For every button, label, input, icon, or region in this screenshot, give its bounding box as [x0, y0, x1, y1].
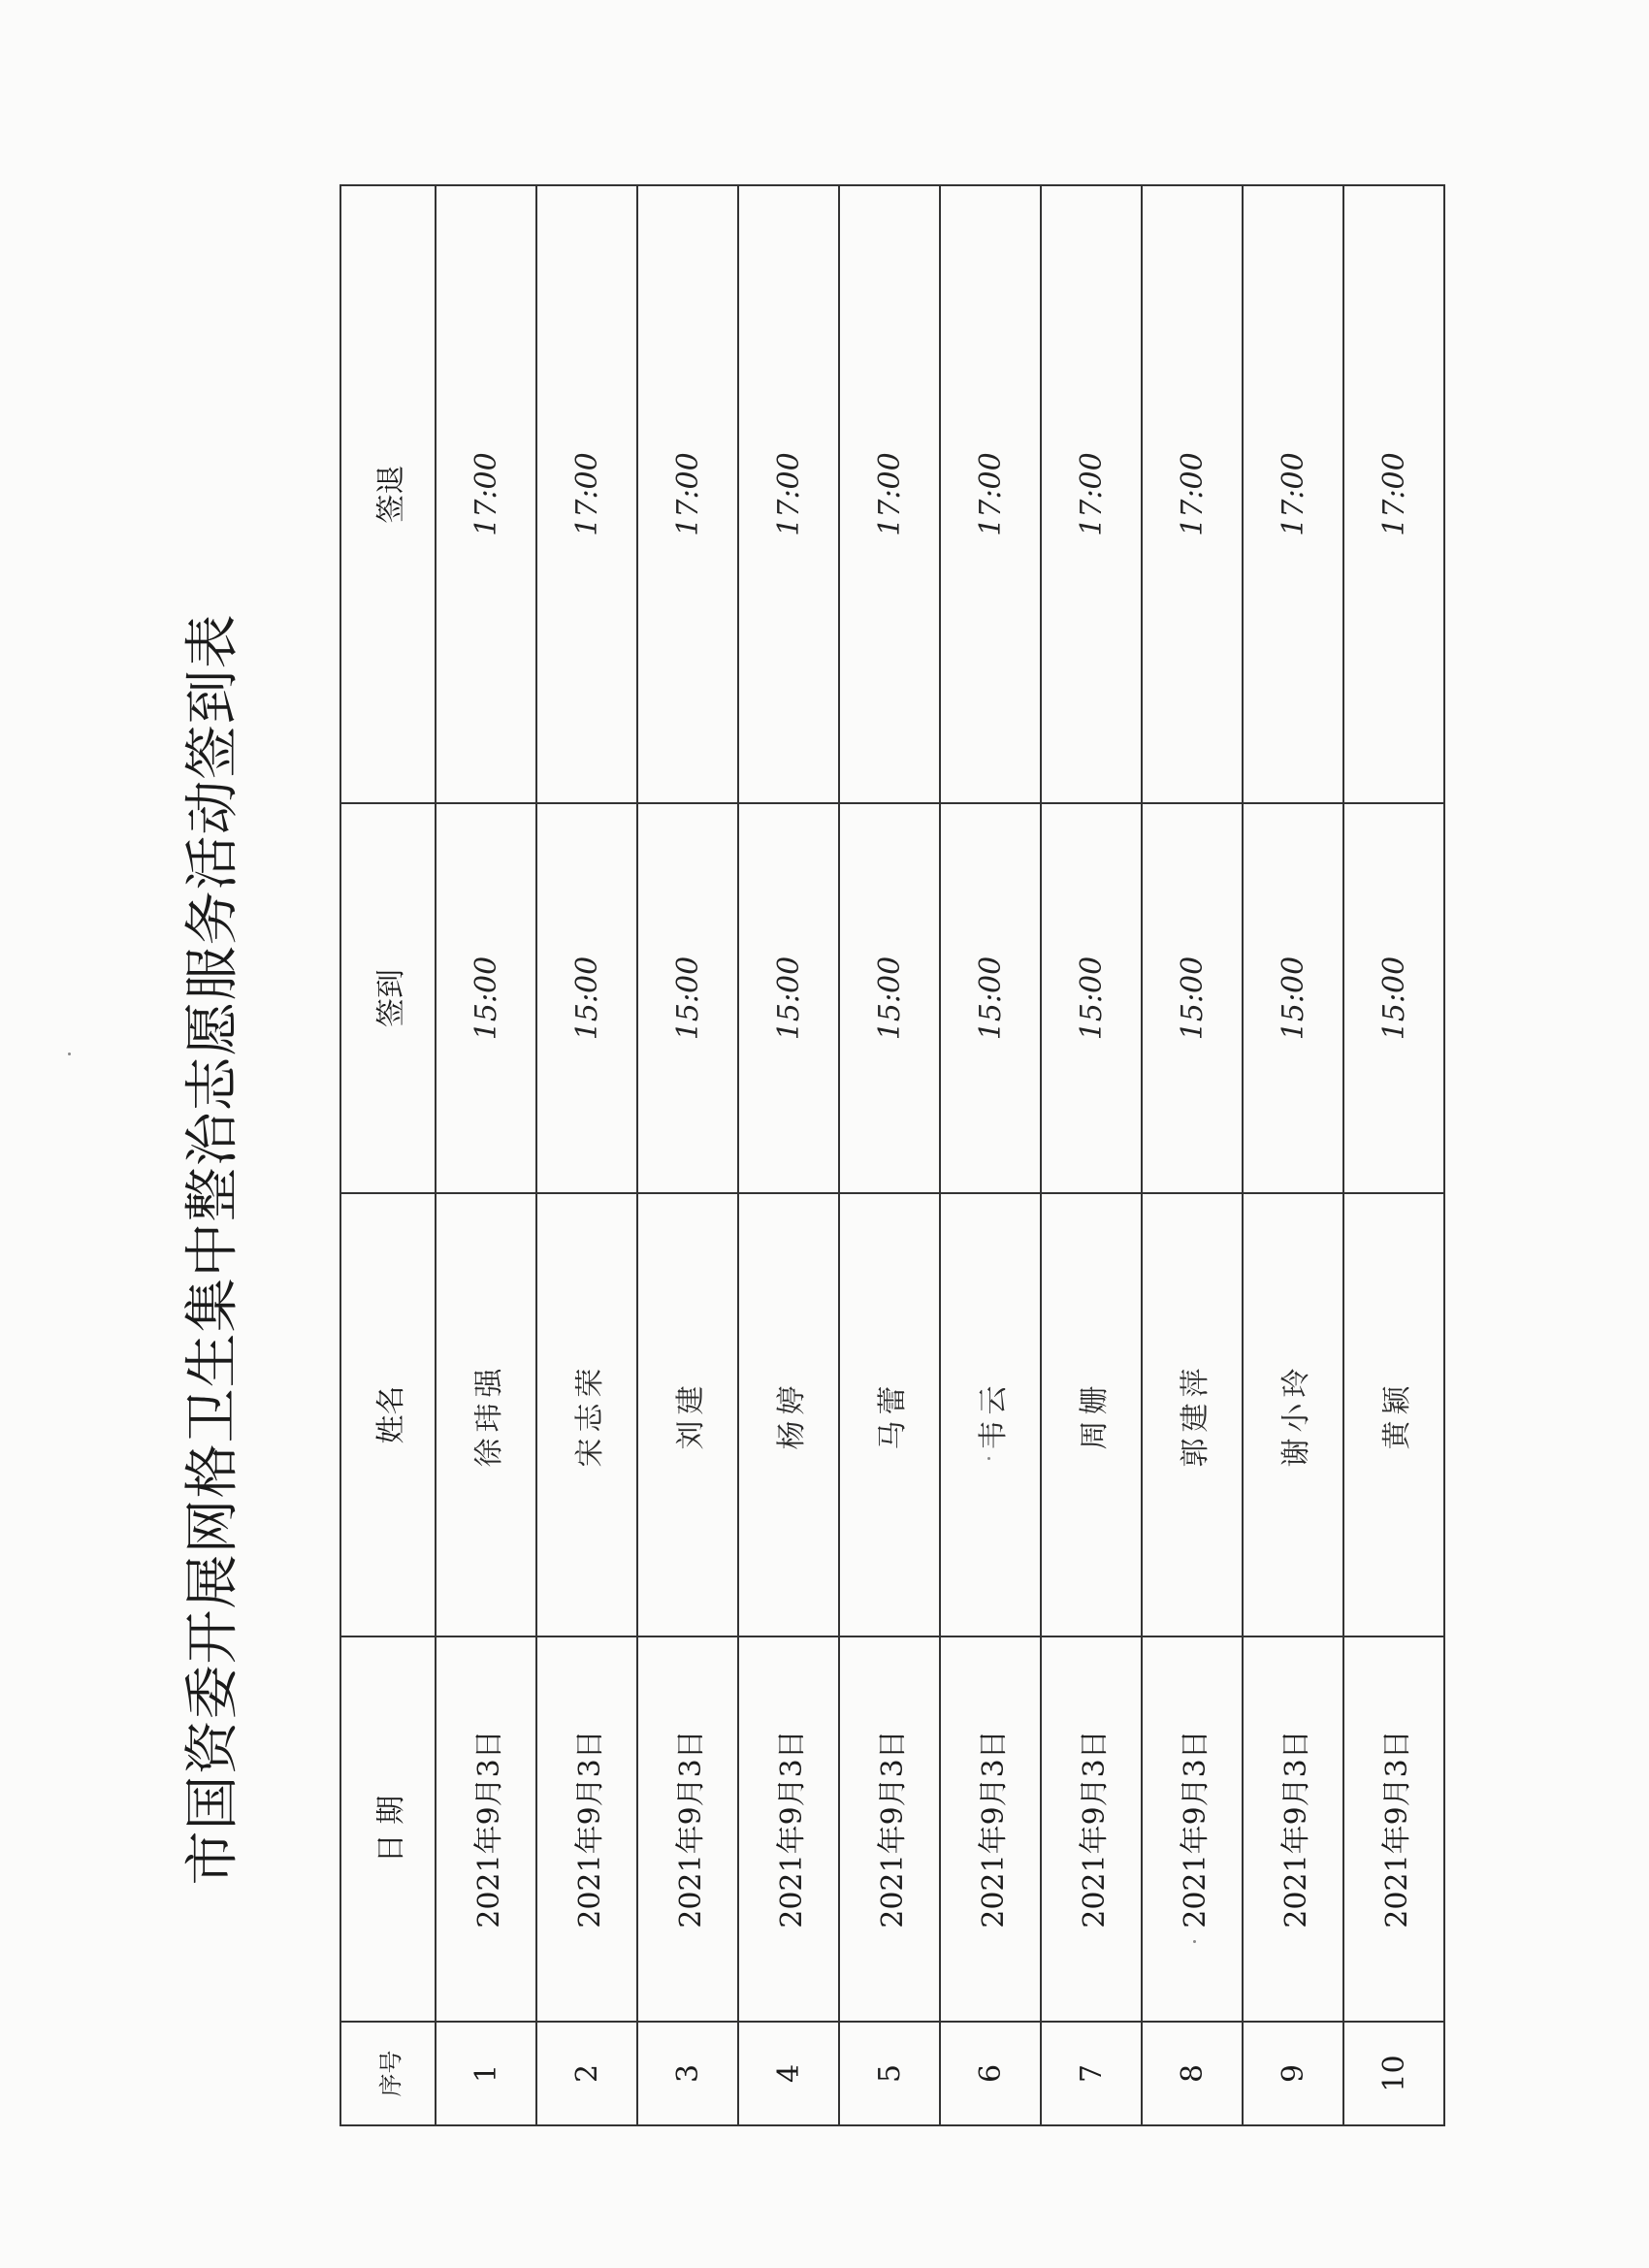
row-name-signature: 刘建	[637, 1193, 738, 1636]
scan-speck	[68, 1053, 71, 1055]
row-sign-out-time: 17:00	[1243, 185, 1343, 803]
row-date: 2021年9月3日	[536, 1636, 637, 2022]
row-sign-out-time: 17:00	[436, 185, 536, 803]
row-sign-out-time: 17:00	[637, 185, 738, 803]
row-index: 2	[536, 2022, 637, 2125]
row-name-signature: 郭建萍	[1142, 1193, 1243, 1636]
row-date: 2021年9月3日	[436, 1636, 536, 2022]
row-sign-in-time: 15:00	[436, 803, 536, 1193]
row-date: 2021年9月3日	[839, 1636, 940, 2022]
row-sign-in-time: 15:00	[1243, 803, 1343, 1193]
row-sign-in-time: 15:00	[940, 803, 1041, 1193]
row-sign-in-time: 15:00	[637, 803, 738, 1193]
table-row	[1343, 185, 1444, 2125]
header-sign-out: 签退	[340, 185, 436, 803]
sign-in-sheet	[340, 196, 1445, 2126]
row-index: 9	[1243, 2022, 1343, 2125]
table-row	[940, 185, 1041, 2125]
table-row	[436, 185, 536, 2125]
row-sign-in-time: 15:00	[738, 803, 839, 1193]
row-index: 3	[637, 2022, 738, 2125]
row-name-signature: 宋志荣	[536, 1193, 637, 1636]
row-sign-out-time: 17:00	[738, 185, 839, 803]
header-date: 日 期	[340, 1636, 436, 2022]
row-sign-in-time: 15:00	[536, 803, 637, 1193]
row-name-signature: 黄颖	[1343, 1193, 1444, 1636]
row-date: 2021年9月3日	[637, 1636, 738, 2022]
row-sign-out-time: 17:00	[1142, 185, 1243, 803]
table-row	[637, 185, 738, 2125]
row-sign-out-time: 17:00	[940, 185, 1041, 803]
header-sign-in: 签到	[340, 803, 436, 1193]
row-date: 2021年9月3日	[1343, 1636, 1444, 2022]
row-sign-out-time: 17:00	[1041, 185, 1142, 803]
header-index: 序号	[340, 2022, 436, 2125]
row-date: 2021年9月3日	[738, 1636, 839, 2022]
table-row	[1041, 185, 1142, 2125]
row-name-signature: 周姗	[1041, 1193, 1142, 1636]
row-name-signature: 徐玮强	[436, 1193, 536, 1636]
row-index: 5	[839, 2022, 940, 2125]
row-name-signature: 谢小玲	[1243, 1193, 1343, 1636]
page-title: 市国资委开展网格卫生集中整治志愿服务活动签到表	[181, 613, 244, 1886]
row-index: 8	[1142, 2022, 1243, 2125]
row-sign-in-time: 15:00	[1041, 803, 1142, 1193]
table-row	[536, 185, 637, 2125]
row-date: 2021年9月3日	[1243, 1636, 1343, 2022]
row-index: 7	[1041, 2022, 1142, 2125]
row-sign-in-time: 15:00	[1142, 803, 1243, 1193]
scan-speck	[1193, 1940, 1196, 1943]
row-index: 10	[1343, 2022, 1444, 2125]
row-name-signature: 杨婷	[738, 1193, 839, 1636]
row-sign-in-time: 15:00	[839, 803, 940, 1193]
row-name-signature: 韦云	[940, 1193, 1041, 1636]
row-sign-out-time: 17:00	[1343, 185, 1444, 803]
row-sign-out-time: 17:00	[839, 185, 940, 803]
row-index: 1	[436, 2022, 536, 2125]
table-row	[1142, 185, 1243, 2125]
sign-in-table	[340, 184, 1445, 2126]
row-index: 6	[940, 2022, 1041, 2125]
scan-speck	[987, 1457, 990, 1460]
row-date: 2021年9月3日	[1041, 1636, 1142, 2022]
table-header-row	[340, 185, 436, 2125]
row-index: 4	[738, 2022, 839, 2125]
row-sign-out-time: 17:00	[536, 185, 637, 803]
row-date: 2021年9月3日	[1142, 1636, 1243, 2022]
header-name: 姓名	[340, 1193, 436, 1636]
row-name-signature: 马蕾	[839, 1193, 940, 1636]
row-sign-in-time: 15:00	[1343, 803, 1444, 1193]
table-row	[839, 185, 940, 2125]
table-row	[1243, 185, 1343, 2125]
row-date: 2021年9月3日	[940, 1636, 1041, 2022]
table-row	[738, 185, 839, 2125]
